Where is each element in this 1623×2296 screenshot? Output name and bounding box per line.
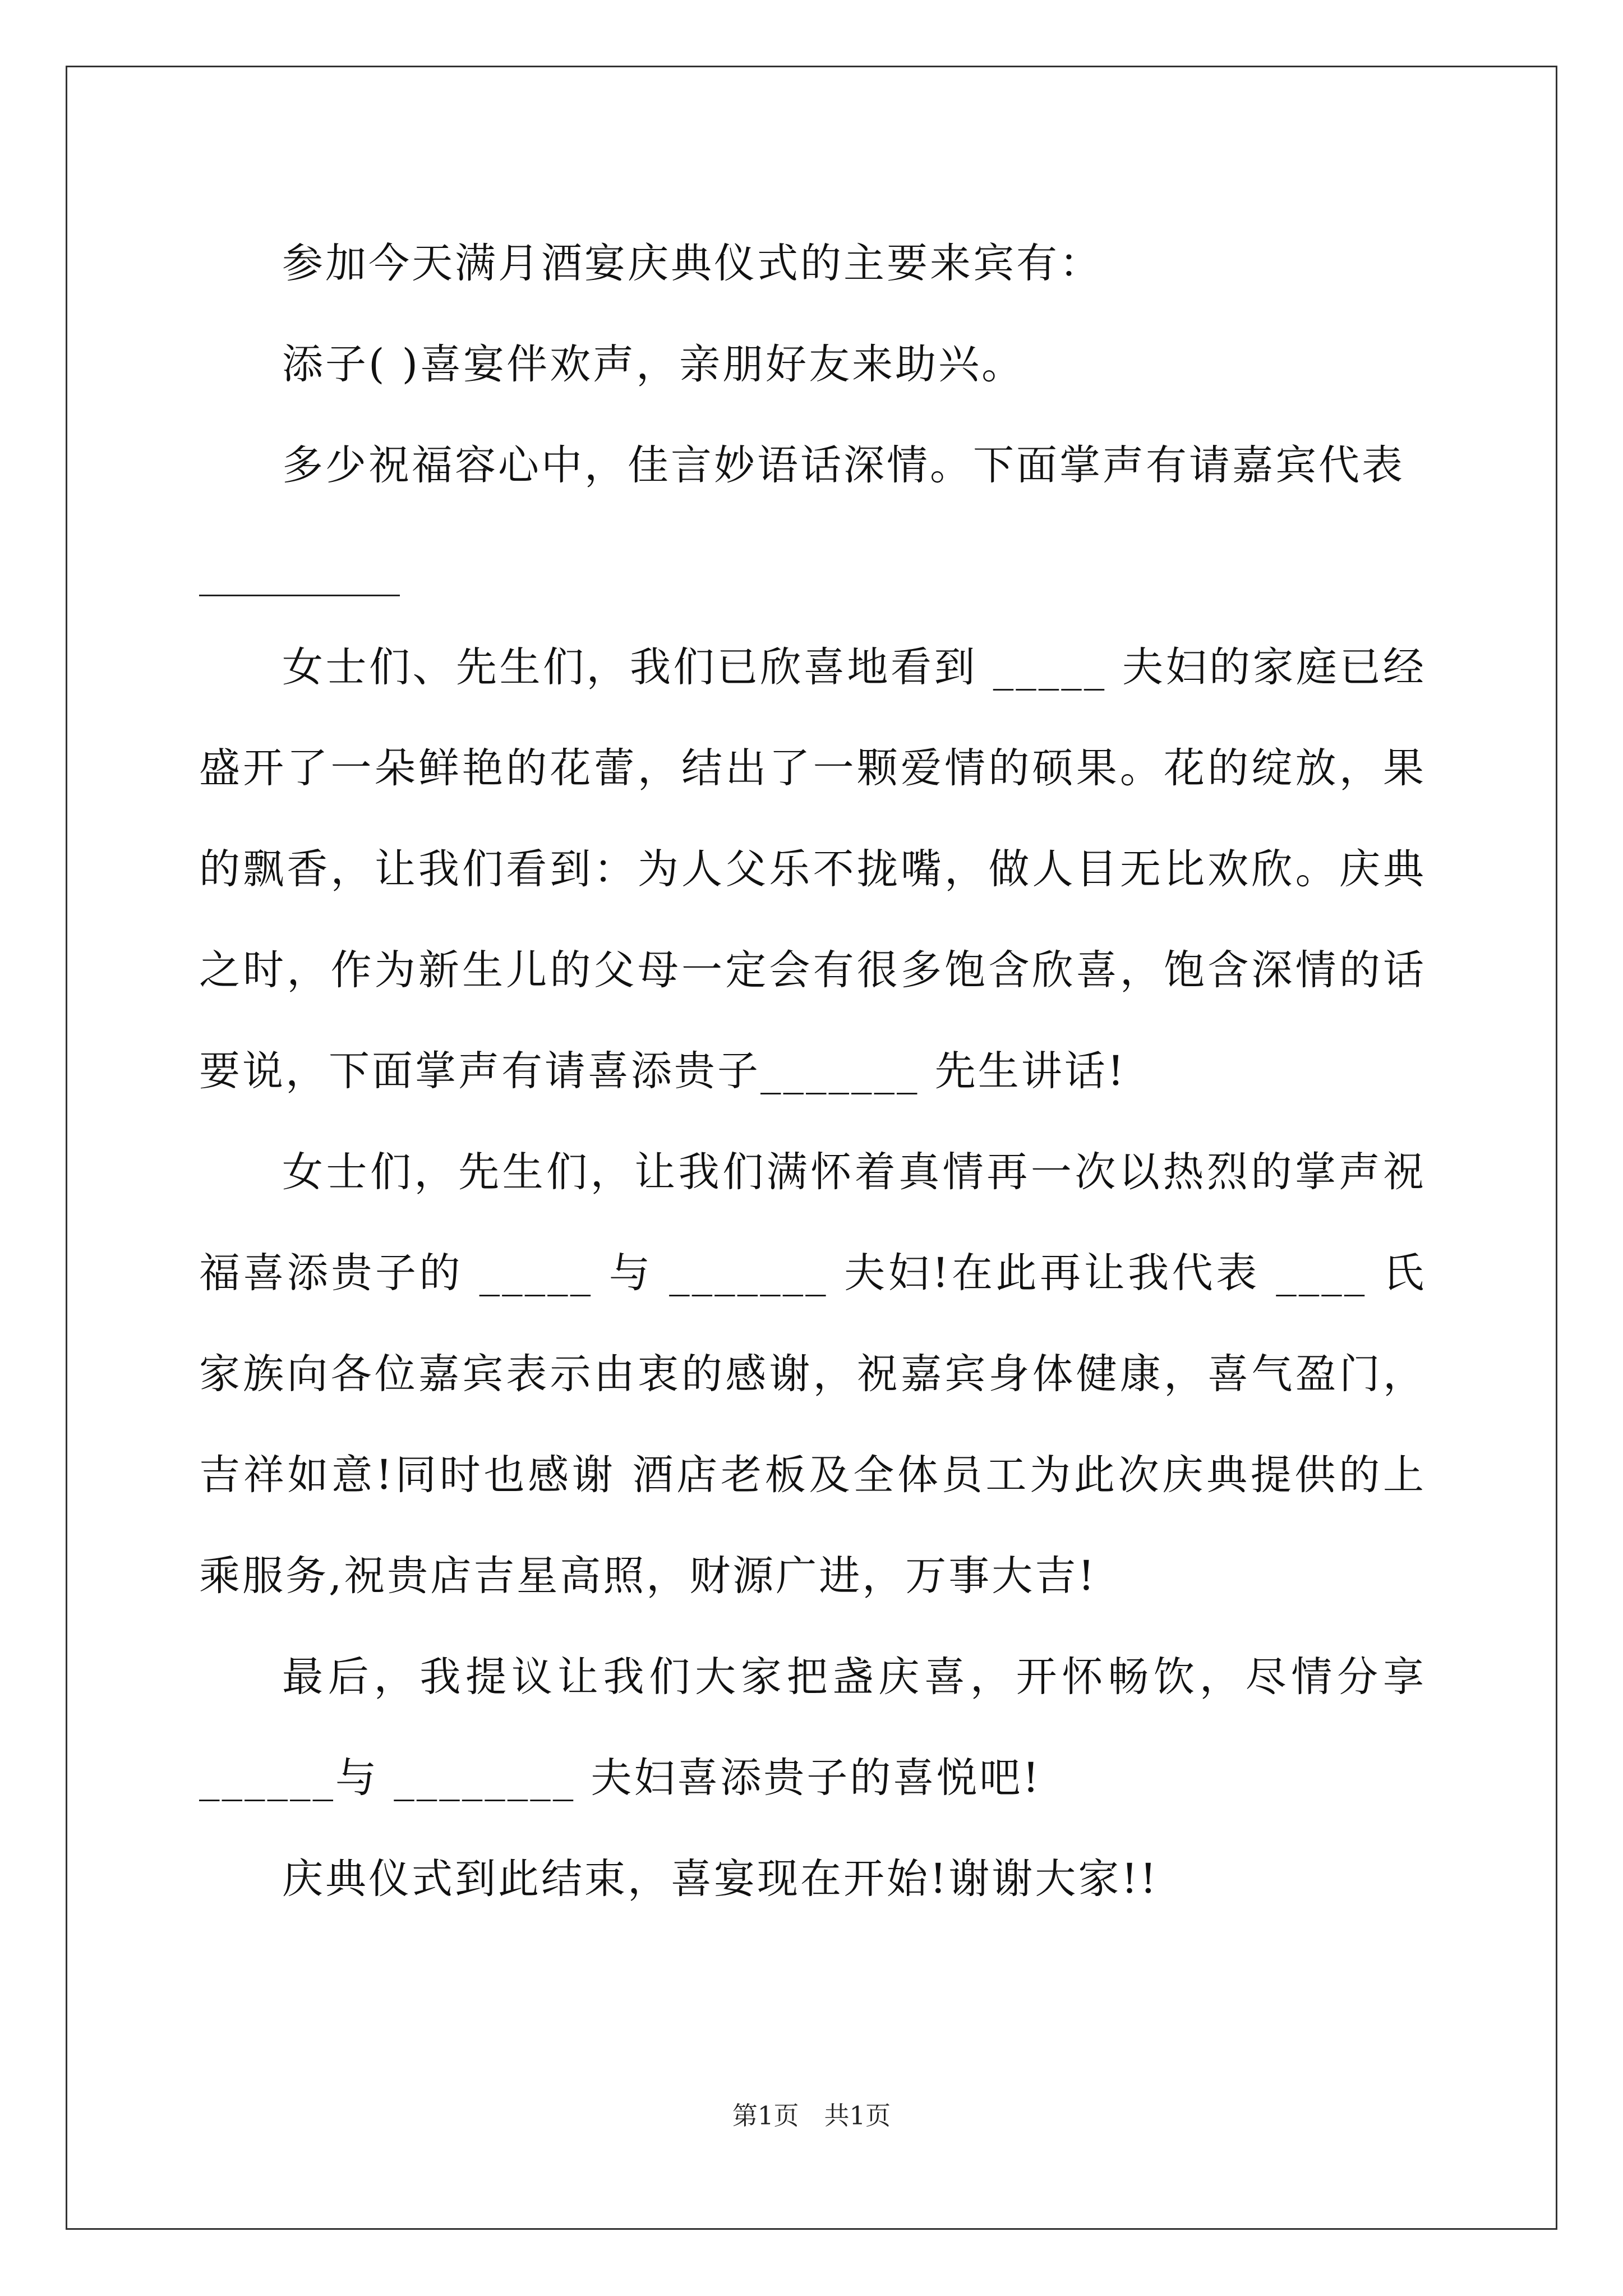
underline-bar <box>199 595 400 596</box>
document-body <box>199 213 1426 1930</box>
paragraph-thanks: 女士们，先生们，让我们满怀着真情再一次以热烈的掌声祝福喜添贵子的 _____ 与 _______ 夫妇!在此再让我代表 ____ 氏家族向各位嘉宾表示由衷的感谢，祝嘉宾身体健康，喜气盈门，吉祥如意!同时也感谢 酒店老板及全体员工为此次庆典提供的上乘服务,祝贵店吉星高照，财源广进，万事大吉! <box>199 1148 1426 1600</box>
paragraph-closing: 庆典仪式到此结束，喜宴现在开始!谢谢大家!! <box>282 1855 1159 1903</box>
page-number: 第1页 共1页 <box>732 2101 891 2131</box>
paragraph-toast: 最后，我提议让我们大家把盏庆喜，开怀畅饮，尽情分享______与 ________ 夫妇喜添贵子的喜悦吧! <box>199 1653 1426 1802</box>
paragraph-parents-speech: 女士们、先生们，我们已欣喜地看到 _____ 夫妇的家庭已经盛开了一朵鲜艳的花蕾，结出了一颗爱情的硕果。花的绽放，果的飘香，让我们看到：为人父乐不拢嘴，做人目无比欢欣。庆典之时，作为新生儿的父母一定会有很多饱含欣喜，饱含深情的话要说，下面掌声有请喜添贵子_______ 先生讲话! <box>199 643 1426 1095</box>
blank-underline <box>199 516 1426 617</box>
paragraph-couplet-1: 添子( )喜宴伴欢声，亲朋好友来助兴。 <box>282 341 1025 388</box>
paragraph-guests: 参加今天满月酒宴庆典仪式的主要来宾有： <box>282 240 1103 287</box>
paragraph-couplet-2: 多少祝福容心中，佳言妙语话深情。下面掌声有请嘉宾代表 <box>282 441 1405 489</box>
